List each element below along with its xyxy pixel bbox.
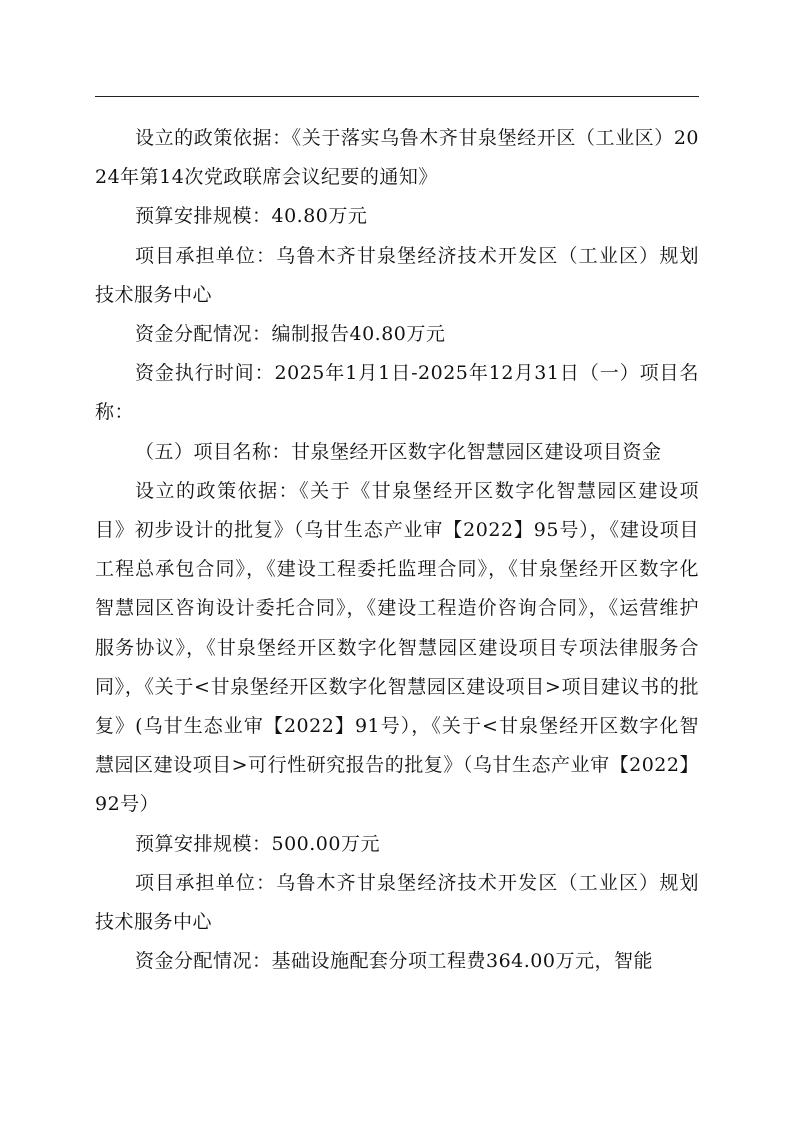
budget-scale-paragraph: 预算安排规模：40.80万元	[135, 205, 368, 228]
responsible-unit-paragraph: 项目承担单位：乌鲁木齐甘泉堡经济技术开发区（工业区）规划技术服务中心	[95, 244, 699, 306]
execution-time-paragraph: 资金执行时间：2025年1月1日-2025年12月31日（一）项目名称：	[95, 362, 699, 424]
header-rule	[95, 96, 699, 97]
policy-basis-paragraph-2: 设立的政策依据：《关于《甘泉堡经开区数字化智慧园区建设项目》初步设计的批复》（乌甘生态产业审【2022】95号），《建设项目工程总承包合同》，《建设工程委托监理合同》，《甘泉堡经开区数字化智慧园区咨询设计委托合同》，《建设工程造价咨询合同》，《运营维护服务协议》，《甘泉堡经开区数字化智慧园区建设项目专项法律服务合同》，《关于<甘泉堡经开区数字化智慧园区建设项目>项目建议书的批复》(乌甘生态业审【2022】91号），《关于<甘泉堡经开区数字化智慧园区建设项目>可行性研究报告的批复》（乌甘生态产业审【2022】92号）	[95, 479, 699, 816]
fund-allocation-paragraph-2: 资金分配情况：基础设施配套分项工程费364.00万元，智能	[135, 950, 653, 973]
project-five-heading: （五）项目名称：甘泉堡经开区数字化智慧园区建设项目资金	[135, 440, 662, 463]
responsible-unit-paragraph-2: 项目承担单位：乌鲁木齐甘泉堡经济技术开发区（工业区）规划技术服务中心	[95, 871, 699, 934]
policy-basis-paragraph: 设立的政策依据：《关于落实乌鲁木齐甘泉堡经开区（工业区）2024年第14次党政联席会议纪要的通知》	[95, 127, 699, 189]
document-body	[95, 119, 699, 981]
budget-scale-paragraph-2: 预算安排规模：500.00万元	[135, 832, 380, 855]
fund-allocation-paragraph: 资金分配情况：编制报告40.80万元	[135, 323, 446, 346]
